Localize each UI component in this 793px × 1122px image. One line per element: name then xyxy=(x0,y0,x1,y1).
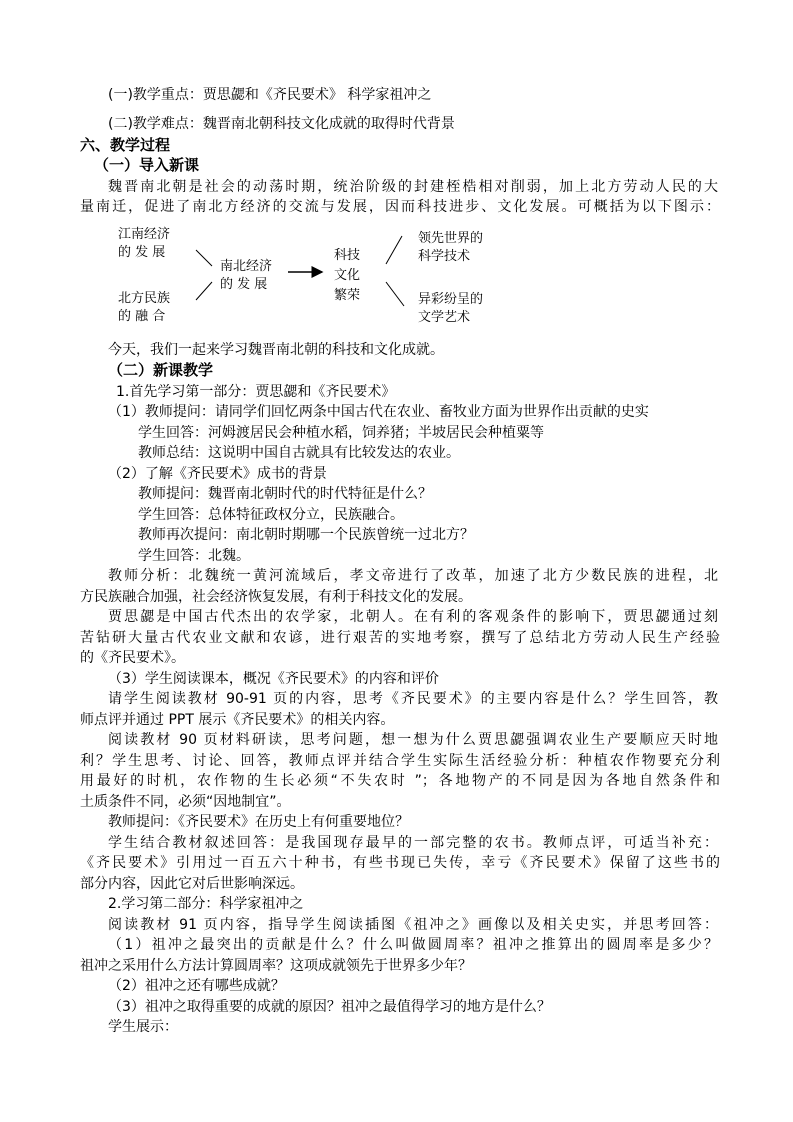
text-line: 方民族融合加强，社会经济恢复发展，有利于科技文化的发展。 xyxy=(80,589,472,605)
text-line: 教师提问：《齐民要术》在历史上有何重要地位？ xyxy=(108,814,409,830)
subsection-heading: （二）新课教学 xyxy=(108,361,214,379)
text-line: （1）祖冲之最突出的贡献是什么？什么叫做圆周率？祖冲之推算出的圆周率是多少？ xyxy=(108,937,718,953)
connector-line xyxy=(386,236,402,264)
text-line: 请学生阅读教材 90-91 页的内容，思考《齐民要术》的主要内容是什么？学生回答，教 xyxy=(108,691,718,707)
text-line: 教师提问：魏晋南北朝时代的时代特征是什么？ xyxy=(138,486,432,502)
text-line: 2.学习第二部分：科学家祖冲之 xyxy=(108,896,304,912)
text-line: 苦钻研大量古代农业文献和农谚，进行艰苦的实地考察，撰写了总结北方劳动人民生产经验 xyxy=(80,630,720,646)
text-line: 1.首先学习第一部分：贾思勰和《齐民要术》 xyxy=(116,384,396,400)
text-line: 阅读教材 90 页材料研读，思考问题，想一想为什么贾思勰强调农业生产要顺应天时地 xyxy=(108,732,718,748)
diagram-node-center: 科技 文化 繁荣 xyxy=(334,248,361,303)
text-line: 的《齐民要术》。 xyxy=(80,650,185,666)
diagram-node-left-top: 江南经济 的 发 展 xyxy=(118,227,171,260)
connector-line xyxy=(196,250,212,266)
text-line: 魏晋南北朝是社会的动荡时期，统治阶级的封建桎梏相对削弱，加上北方劳动人民的大 xyxy=(108,179,718,195)
connector-line xyxy=(196,282,212,300)
text-line: 今天，我们一起来学习魏晋南北朝的科技和文化成就。 xyxy=(108,342,444,358)
diagram-node-left-bottom: 北方民族 的 融 合 xyxy=(118,291,171,324)
text-line: 《齐民要术》引用过一百五六十种书，有些书现已失传，幸亏《齐民要术》保留了这些书的 xyxy=(80,855,720,871)
diagram-node-right-top: 领先世界的 科学技术 xyxy=(418,231,484,264)
text-line: 阅读教材 91 页内容，指导学生阅读插图《祖冲之》画像以及相关史实，并思考回答： xyxy=(108,917,718,933)
text-line: 部分内容，因此它对后世影响深远。 xyxy=(80,876,304,892)
text-line: （2）了解《齐民要术》成书的背景 xyxy=(108,466,327,482)
text-line: （2）祖冲之还有哪些成就？ xyxy=(108,978,285,994)
section-heading: 六、教学过程 xyxy=(80,136,171,154)
connector-line xyxy=(386,282,404,306)
text-line: 祖冲之采用什么方法计算圆周率？这项成就领先于世界多少年？ xyxy=(80,958,472,974)
text-line: 量南迁，促进了南北方经济的交流与发展，因而科技进步、文化发展。可概括为以下图示： xyxy=(80,199,720,215)
text-line: 土质条件不同，必须“因地制宜”。 xyxy=(80,794,291,810)
text-line: 教师再次提问：南北朝时期哪一个民族曾统一过北方？ xyxy=(138,527,474,543)
diagram-node-middle: 南北经济 的 发 展 xyxy=(220,259,273,292)
text-line: （1）教师提问：请同学们回忆两条中国古代在农业、畜牧业方面为世界作出贡献的史实 xyxy=(108,404,649,420)
text-line: （3）学生阅读课本，概况《齐民要术》的内容和评价 xyxy=(108,671,439,687)
text-line: 教师分析：北魏统一黄河流域后，孝文帝进行了改革，加速了北方少数民族的进程，北 xyxy=(108,568,718,584)
text-line: 学生结合教材叙述回答：是我国现存最早的一部完整的农书。教师点评，可适当补充： xyxy=(108,835,718,851)
text-line: 学生回答：河姆渡居民会种植水稻，饲养猪；半坡居民会种植粟等 xyxy=(138,425,544,441)
text-line: 学生回答：北魏。 xyxy=(138,548,250,564)
text-line: （3）祖冲之取得重要的成就的原因？祖冲之最值得学习的地方是什么？ xyxy=(108,999,551,1015)
text-line: 利？学生思考、讨论、回答，教师点评并结合学生实际生活经验分析：种植农作物要充分利 xyxy=(80,753,720,769)
text-line: 师点评并通过 PPT 展示《齐民要术》的相关内容。 xyxy=(80,712,395,728)
text-line: (二)教学难点：魏晋南北朝科技文化成就的取得时代背景 xyxy=(108,116,455,132)
subsection-heading: （一）导入新课 xyxy=(94,156,200,174)
text-line: (一)教学重点：贾思勰和《齐民要术》 科学家祖冲之 xyxy=(108,87,432,103)
diagram-node-right-bottom: 异彩纷呈的 文学艺术 xyxy=(418,292,484,325)
text-line: 教师总结：这说明中国自古就具有比较发达的农业。 xyxy=(138,445,460,461)
text-line: 学生回答：总体特征政权分立，民族融合。 xyxy=(138,507,404,523)
text-line: 学生展示： xyxy=(108,1019,178,1035)
text-line: 用最好的时机，农作物的生长必须“不失农时 ”；各地物产的不同是因为各地自然条件和 xyxy=(80,773,720,789)
text-line: 贾思勰是中国古代杰出的农学家，北朝人。在有利的客观条件的影响下，贾思勰通过刻 xyxy=(108,609,718,625)
